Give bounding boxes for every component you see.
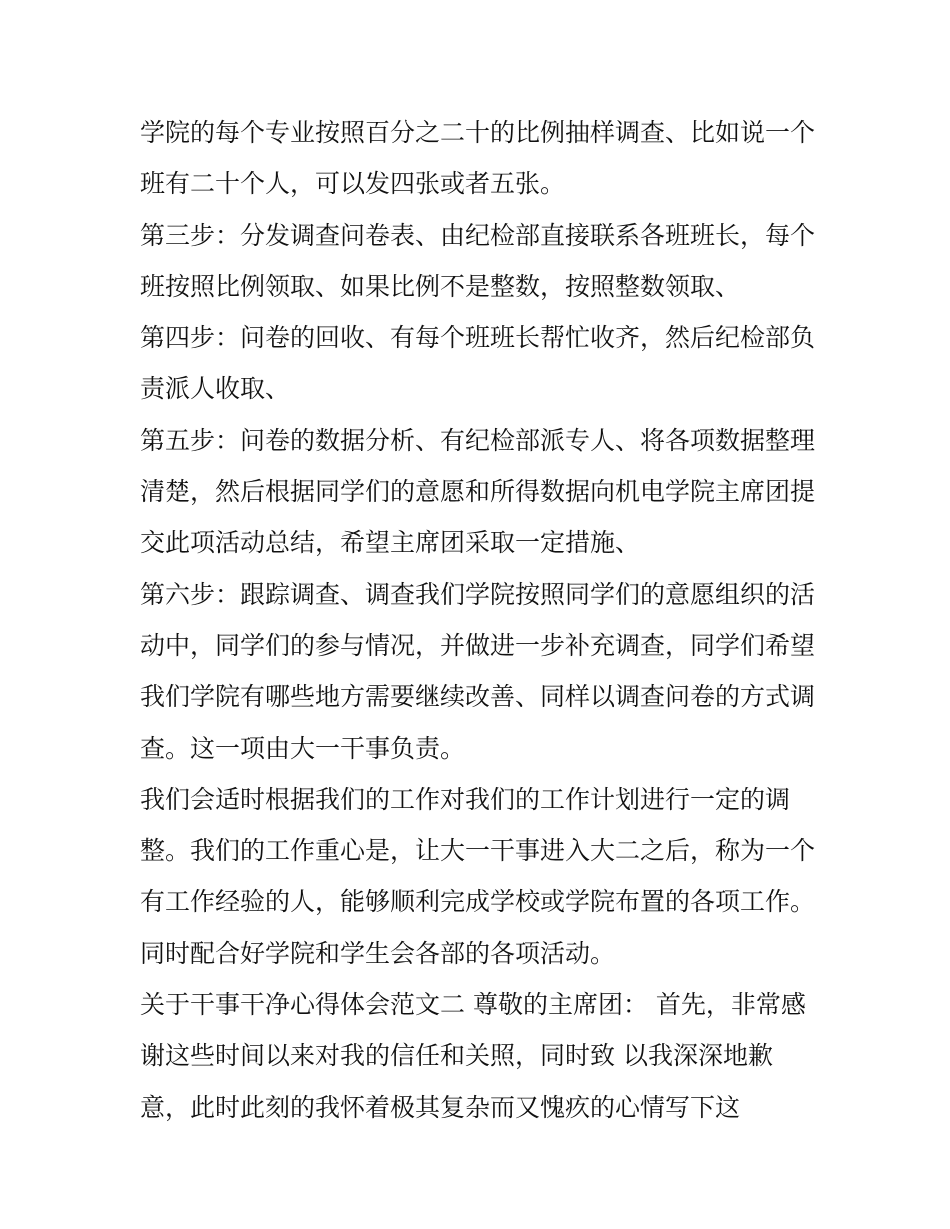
body-line-1: 学院的每个专业按照百分之二十的比例抽样调查、比如说一个 <box>140 118 816 147</box>
body-line-3: 第三步：分发调查问卷表、由纪检部直接联系各班班长，每个 <box>140 220 816 250</box>
body-line-20: 意，此时此刻的我怀着极其复杂而又愧疚的心情写下这 <box>140 1092 741 1122</box>
body-line-18: 关于干事干净心得体会范文二 尊敬的主席团： 首先，非常感 <box>140 990 806 1020</box>
body-line-13: 查。这一项由大一干事负责。 <box>140 733 466 763</box>
body-line-9: 交此项活动总结，希望主席团采取一定措施、 <box>140 528 641 558</box>
body-line-17: 同时配合好学院和学生会各部的各项活动。 <box>140 938 616 968</box>
body-line-7: 第五步：问卷的数据分析、有纪检部派专人、将各项数据整理 <box>140 425 816 455</box>
body-line-19: 谢这些时间以来对我的信任和关照，同时致 以我深深地歉 <box>140 1041 773 1071</box>
body-line-8: 清楚，然后根据同学们的意愿和所得数据向机电学院主席团提 <box>140 477 816 507</box>
document-body <box>140 107 840 1133</box>
body-line-12: 我们学院有哪些地方需要继续改善、同样以调查问卷的方式调 <box>140 682 816 712</box>
body-line-5: 第四步：问卷的回收、有每个班班长帮忙收齐，然后纪检部负 <box>140 323 816 353</box>
body-line-2: 班有二十个人，可以发四张或者五张。 <box>140 169 566 199</box>
body-line-14: 我们会适时根据我们的工作对我们的工作计划进行一定的调 <box>140 784 791 814</box>
body-line-16: 有工作经验的人，能够顺利完成学校或学院布置的各项工作。 <box>140 887 816 917</box>
body-line-15: 整。我们的工作重心是，让大一干事进入大二之后，称为一个 <box>140 836 816 866</box>
body-line-4: 班按照比例领取、如果比例不是整数，按照整数领取、 <box>140 271 741 301</box>
body-line-6: 责派人收取、 <box>140 374 291 404</box>
body-line-10: 第六步：跟踪调查、调查我们学院按照同学们的意愿组织的活 <box>140 579 816 609</box>
body-line-11: 动中，同学们的参与情况，并做进一步补充调查，同学们希望 <box>140 630 816 660</box>
